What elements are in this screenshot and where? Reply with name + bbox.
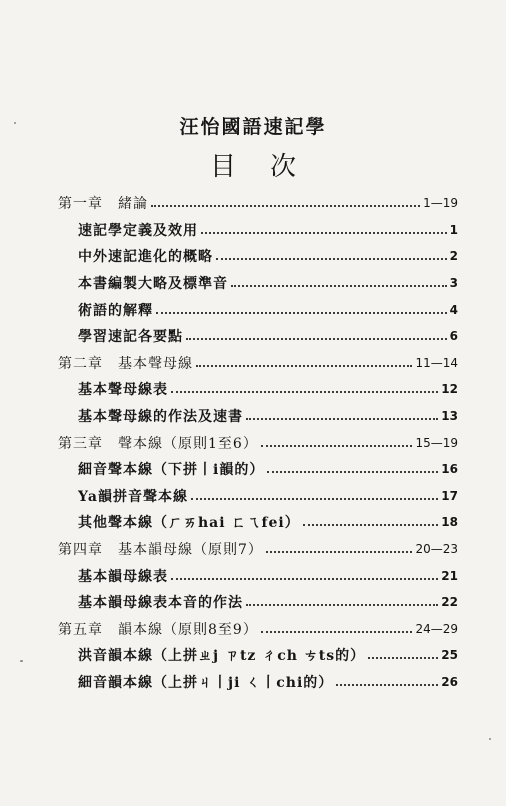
dot-leader bbox=[368, 657, 438, 659]
toc-entry-pages: 1—19 bbox=[423, 196, 458, 211]
paper-speck bbox=[20, 660, 23, 662]
toc-section-entry bbox=[58, 483, 458, 510]
dot-leader bbox=[216, 258, 447, 260]
toc-entry-pages: 13 bbox=[441, 409, 458, 424]
toc-entry-label: 基本聲母線的作法及速書 bbox=[78, 409, 243, 426]
toc-entry-label: 第四章 基本韻母線（原則7） bbox=[58, 542, 263, 559]
toc-entry-pages: 16 bbox=[441, 462, 458, 477]
toc-section-entry bbox=[58, 323, 458, 350]
dot-leader bbox=[201, 232, 447, 234]
dot-leader bbox=[303, 524, 439, 526]
toc-entry-pages: 24—29 bbox=[415, 621, 458, 636]
dot-leader bbox=[261, 631, 413, 633]
toc-entry-label: 第五章 韻本線（原則8至9） bbox=[58, 621, 258, 638]
dot-leader bbox=[196, 365, 412, 367]
dot-leader bbox=[186, 338, 447, 340]
book-title: 汪怡國語速記學 bbox=[179, 116, 327, 138]
toc-entry-pages: 18 bbox=[441, 515, 458, 530]
toc-entry-pages: 20—23 bbox=[415, 542, 458, 557]
toc-entry-label: 本書編製大略及標準音 bbox=[78, 276, 228, 293]
toc-entry-label: 第二章 基本聲母線 bbox=[58, 355, 193, 372]
dot-leader bbox=[261, 445, 413, 447]
paper-speck bbox=[489, 738, 491, 740]
toc-section-entry bbox=[58, 589, 458, 616]
toc-entry-pages: 4 bbox=[449, 302, 458, 317]
toc-entry-pages: 26 bbox=[441, 674, 458, 689]
toc-entry-label: 速記學定義及效用 bbox=[78, 222, 198, 239]
paper-speck bbox=[14, 122, 16, 124]
toc-entry-label: 洪音韻本線（上拼ㄓj ㄗtz ㄔch ㄘts的） bbox=[78, 648, 366, 665]
toc-chapter-entry bbox=[58, 616, 458, 643]
toc-entry-pages: 12 bbox=[441, 382, 458, 397]
dot-leader bbox=[151, 205, 420, 207]
toc-section-entry bbox=[58, 376, 458, 403]
toc-entry-pages: 17 bbox=[441, 488, 458, 503]
toc-section-entry bbox=[58, 456, 458, 483]
toc-entry-label: 學習速記各要點 bbox=[78, 329, 183, 346]
toc-section-entry bbox=[58, 296, 458, 323]
toc-entry-label: 術語的解釋 bbox=[78, 302, 153, 319]
toc-entry-pages: 22 bbox=[441, 595, 458, 610]
toc-entry-label: 基本韻母線表 bbox=[78, 568, 168, 585]
toc-chapter-entry bbox=[58, 536, 458, 563]
toc-entry-label: 第一章 緒論 bbox=[58, 196, 148, 213]
toc-chapter-entry bbox=[58, 350, 458, 377]
dot-leader bbox=[246, 604, 438, 606]
toc-section-entry bbox=[58, 243, 458, 270]
toc-entry-pages: 6 bbox=[449, 329, 458, 344]
toc-entry-pages: 21 bbox=[441, 568, 458, 583]
dot-leader bbox=[156, 312, 447, 314]
toc-section-entry bbox=[58, 217, 458, 244]
toc-entry-label: 基本韻母線表本音的作法 bbox=[78, 595, 243, 612]
dot-leader bbox=[231, 285, 447, 287]
dot-leader bbox=[267, 471, 438, 473]
toc-entry-pages: 2 bbox=[449, 249, 458, 264]
toc-entry-label: 細音聲本線（下拼丨i韻的） bbox=[78, 462, 265, 479]
toc-entry-label: Ya韻拼音聲本線 bbox=[78, 488, 188, 505]
dot-leader bbox=[336, 684, 438, 686]
toc-entry-pages: 11—14 bbox=[415, 355, 458, 370]
toc-section-entry bbox=[58, 669, 458, 696]
toc-chapter-entry bbox=[58, 190, 458, 217]
toc-entry-label: 細音韻本線（上拼ㄐ丨ji ㄑ丨chi的） bbox=[78, 674, 334, 691]
toc-heading: 目次 bbox=[209, 152, 330, 182]
toc-entry-pages: 25 bbox=[441, 648, 458, 663]
toc-entry-label: 其他聲本線（ㄏㄞhai ㄈㄟfei） bbox=[78, 515, 300, 532]
toc-entry-pages: 3 bbox=[449, 276, 458, 291]
toc-entry-label: 中外速記進化的概略 bbox=[78, 249, 213, 266]
toc-section-entry bbox=[58, 562, 458, 589]
toc-section-entry bbox=[58, 642, 458, 669]
toc-entry-pages: 1 bbox=[449, 222, 458, 237]
toc-entry-label: 第三章 聲本線（原則1至6） bbox=[58, 435, 258, 452]
table-of-contents bbox=[58, 190, 458, 695]
toc-section-entry bbox=[58, 403, 458, 430]
toc-chapter-entry bbox=[58, 429, 458, 456]
toc-entry-pages: 15—19 bbox=[415, 435, 458, 450]
toc-entry-label: 基本聲母線表 bbox=[78, 382, 168, 399]
dot-leader bbox=[171, 578, 438, 580]
toc-section-entry bbox=[58, 270, 458, 297]
dot-leader bbox=[246, 418, 438, 420]
toc-section-entry bbox=[58, 509, 458, 536]
dot-leader bbox=[266, 551, 413, 553]
dot-leader bbox=[171, 391, 438, 393]
dot-leader bbox=[191, 498, 438, 500]
